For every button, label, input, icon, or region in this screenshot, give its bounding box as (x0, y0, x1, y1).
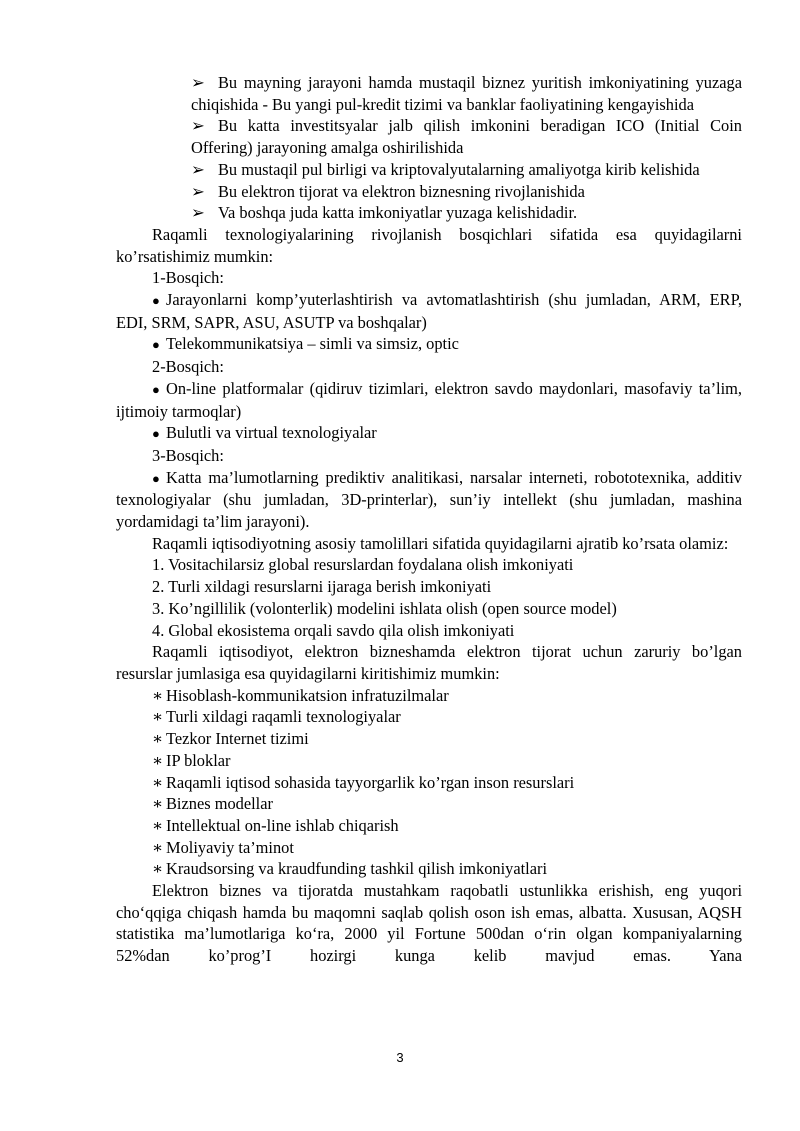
asterisk-bullet-icon: ∗ (152, 750, 164, 770)
arrow-bullet-icon: ➢ (191, 159, 205, 179)
stage-item: ● Telekommunikatsiya – simli va simsiz, optic (116, 333, 742, 356)
final-paragraph: Elektron biznes va tijoratda mustahkam raqobatli ustunlikka erishish, eng yuqori cho‘qqiga chiqash hamda bu maqomni saqlab qolish oson ish emas, albatta. Xususan, AQSH statistika ma’lumotlariga ko‘ra, 2000 yil Fortune 500dan o‘rin olgan kompaniyalarning 52%dan ko’prog’I hozirgi kunga kelib mavjud emas. Yana (116, 881, 742, 966)
resource-item: ∗ Kraudsorsing va kraudfunding tashkil qilish imkoniyatlari (152, 859, 548, 879)
stage-item: ● On-line platformalar (qidiruv tizimlari, elektron savdo maydonlari, masofaviy ta’lim, ijtimoiy tarmoqlar) (116, 378, 742, 421)
dot-bullet-icon: ● (152, 381, 160, 397)
principle-item: 4. Global ekosistema orqali savdo qila olish imkoniyati (152, 620, 515, 640)
principle-item: 2. Turli xildagi resurslarni ijaraga berish imkoniyati (152, 577, 492, 597)
asterisk-bullet-icon: ∗ (152, 815, 164, 835)
resources-intro: Raqamli iqtisodiyot, elektron bizneshamda elektron tijorat uchun zaruriy bo’lgan resurslar jumlasiga esa quyidagilarni kiritishimiz mumkin: (116, 642, 742, 683)
arrow-item: ➢ Bu katta investitsyalar jalb qilish imkonini beradigan ICO (Initial Coin Offering) jarayoning amalga oshirilishida (191, 116, 742, 158)
stage-item: ● Jarayonlarni komp’yuterlashtirish va avtomatlashtirish (shu jumladan, ARM, ERP, EDI, SRM, SAPR, ASU, ASUTP va boshqalar) (116, 290, 742, 332)
asterisk-bullet-icon: ∗ (152, 772, 164, 792)
arrow-item: ➢ Bu mayning jarayoni hamda mustaqil biznez yuritish imkoniyatining yuzaga chiqishida - Bu yangi pul-kredit tizimi va banklar faoliyatining kengayishida (191, 73, 742, 114)
arrow-bullet-icon: ➢ (191, 203, 205, 223)
resource-item: ∗ Intellektual on-line ishlab chiqarish (152, 815, 399, 835)
arrow-bullet-icon: ➢ (191, 181, 205, 201)
resource-item: ∗ Moliyaviy ta’minot (152, 837, 294, 857)
resource-item: ∗ Hisoblash-kommunikatsion infratuzilmalar (152, 685, 449, 705)
stage-title: 3-Bosqich: (152, 445, 224, 465)
page-number: 3 (396, 1050, 404, 1065)
stages-intro: Raqamli texnologiyalarining rivojlanish bosqichlari sifatida esa quyidagilarni ko’rsatishimiz mumkin: (116, 224, 742, 266)
dot-bullet-icon: ● (152, 426, 160, 442)
stage-item: ● Bulutli va virtual texnologiyalar (116, 422, 742, 445)
dot-bullet-icon: ● (152, 293, 160, 309)
asterisk-bullet-icon: ∗ (152, 837, 164, 857)
arrow-item: ➢ Va boshqa juda katta imkoniyatlar yuzaga kelishidadir. (191, 203, 578, 223)
asterisk-bullet-icon: ∗ (152, 685, 164, 705)
principle-item: 1. Vositachilarsiz global resurslardan foydalana olish imkoniyati (152, 555, 574, 575)
resource-item: ∗ Biznes modellar (152, 794, 273, 814)
principles-intro: Raqamli iqtisodiyotning asosiy tamolillari sifatida quyidagilarni ajratib ko’rsata olamiz: (152, 533, 729, 553)
arrow-bullet-icon: ➢ (191, 116, 205, 136)
asterisk-bullet-icon: ∗ (152, 794, 164, 814)
arrow-item: ➢ Bu mustaqil pul birligi va kriptovalyutalarning amaliyotga kirib kelishida (191, 159, 700, 179)
asterisk-bullet-icon: ∗ (152, 707, 164, 727)
resource-item: ∗ Raqamli iqtisod sohasida tayyorgarlik ko’rgan inson resurslari (152, 772, 575, 792)
dot-bullet-icon: ● (152, 337, 160, 353)
principle-item: 3. Ko’ngillilik (volonterlik) modelini ishlata olish (open source model) (152, 598, 617, 618)
page-content (116, 72, 742, 967)
resource-item: ∗ IP bloklar (152, 750, 231, 770)
stage-item: ● Katta ma’lumotlarning prediktiv analitikasi, narsalar interneti, robototexnika, additiv texnologiyalar (shu jumladan, 3D-printerlar), sun’iy intellekt (shu jumladan, mashina yordamidagi ta’lim jarayoni). (116, 467, 742, 532)
resource-item: ∗ Turli xildagi raqamli texnologiyalar (152, 707, 401, 727)
dot-bullet-icon: ● (152, 470, 160, 486)
stage-title: 2-Bosqich: (152, 357, 224, 377)
asterisk-bullet-icon: ∗ (152, 729, 164, 749)
stage-title: 1-Bosqich: (152, 268, 224, 288)
resource-item: ∗ Tezkor Internet tizimi (152, 729, 309, 749)
arrow-item: ➢ Bu elektron tijorat va elektron biznesning rivojlanishida (191, 181, 585, 201)
arrow-bullet-icon: ➢ (191, 73, 205, 92)
asterisk-bullet-icon: ∗ (152, 859, 164, 879)
